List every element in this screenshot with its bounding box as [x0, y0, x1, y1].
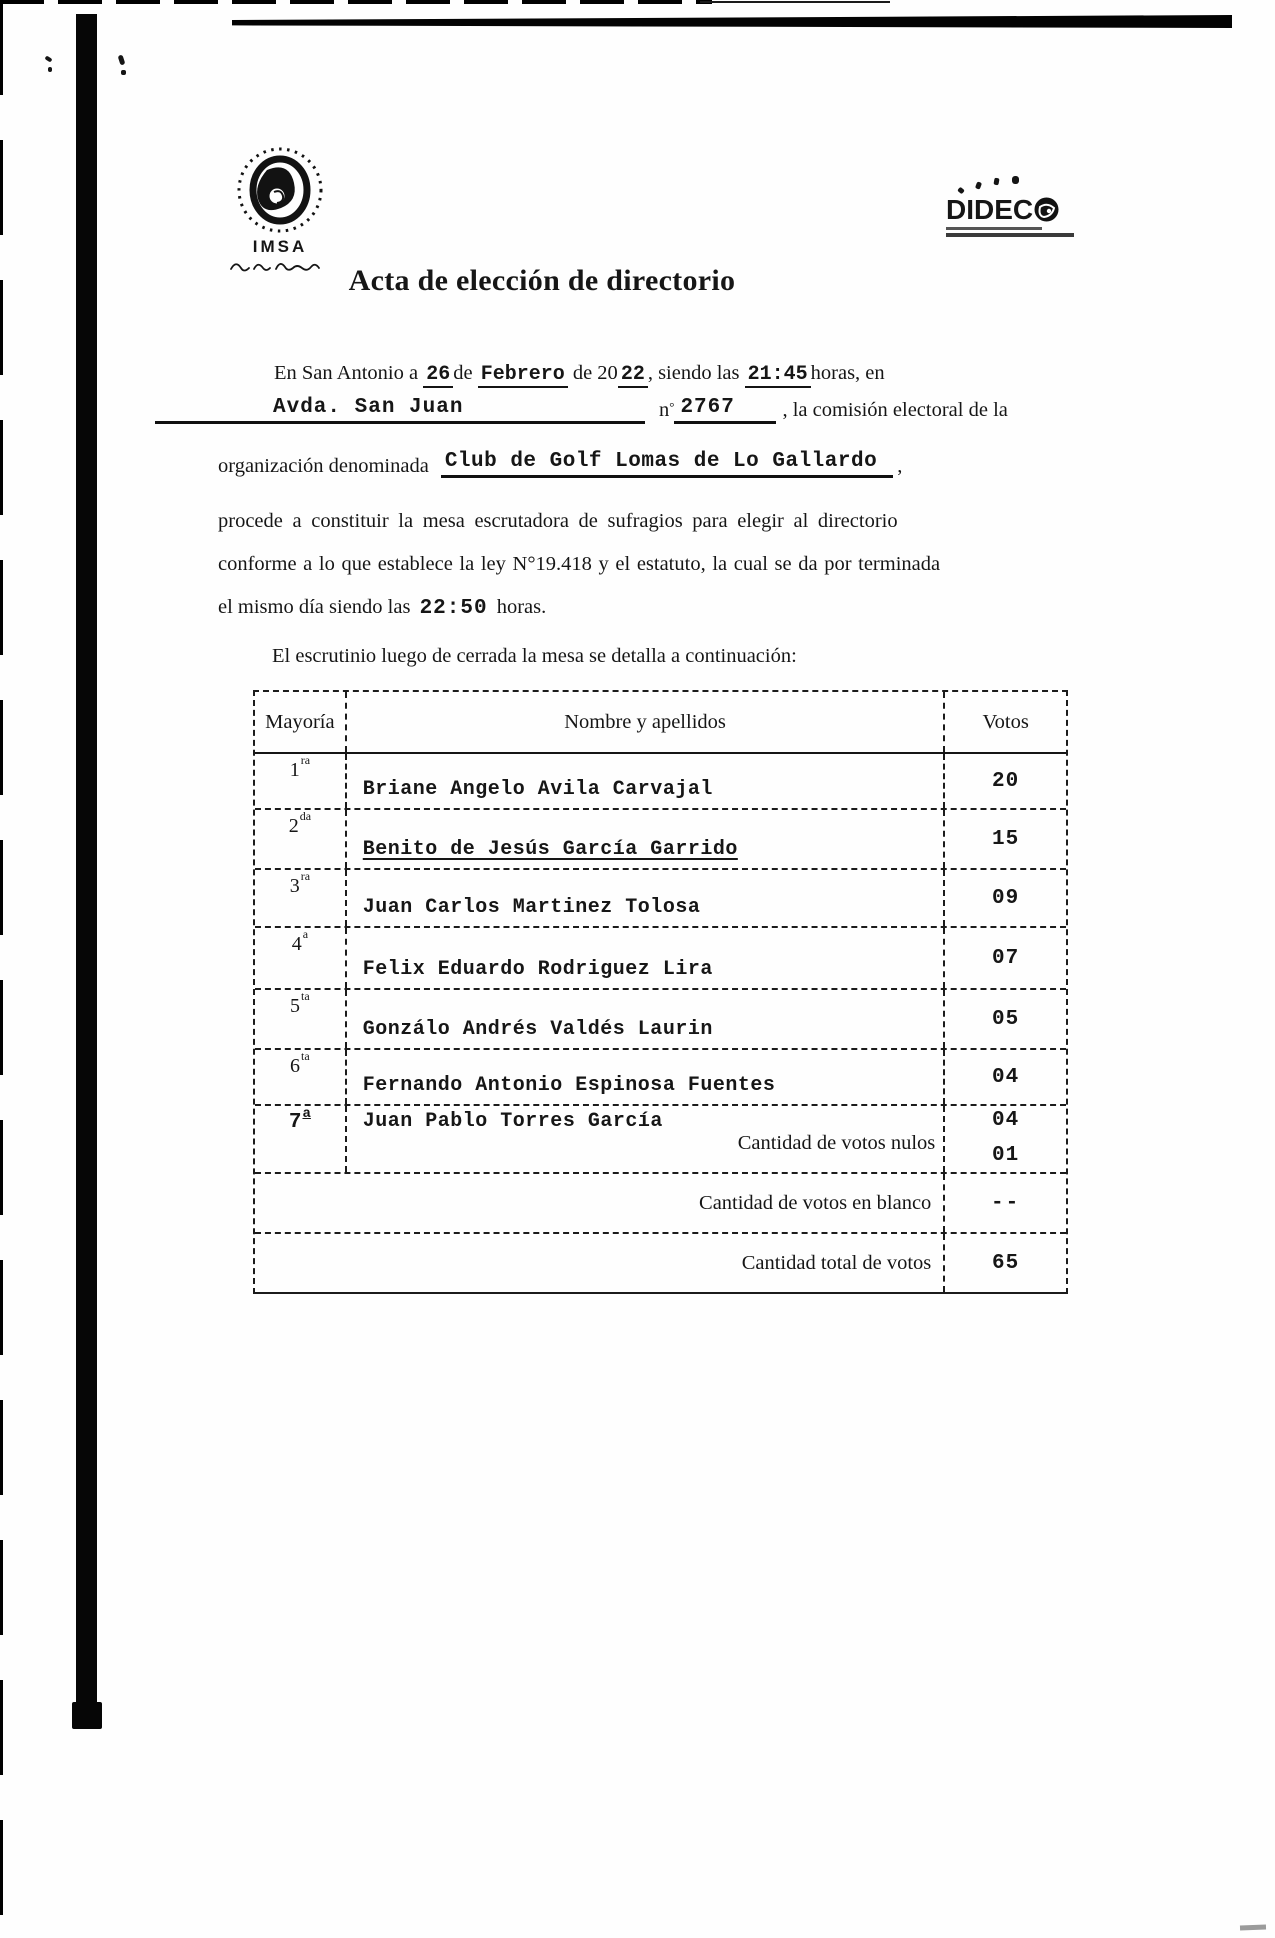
street-fill: Avda. San Juan	[155, 396, 645, 424]
number-label: n°	[659, 399, 675, 421]
scan-top-hairline	[0, 0, 712, 4]
scan-speck	[118, 54, 126, 65]
dideco-globe-o-icon	[1034, 197, 1059, 222]
scan-speck	[121, 70, 126, 75]
candidate-name-cell: Benito de Jesús García Garrido	[347, 810, 946, 868]
intro-text: de 20	[572, 362, 618, 384]
end-time-fill: 22:50	[419, 597, 488, 620]
intro-text: de	[453, 362, 473, 384]
intro-text: horas.	[496, 596, 547, 618]
organization-name-fill: Club de Golf Lomas de Lo Gallardo	[441, 450, 893, 478]
ordinal-cell: 7 a	[255, 1106, 347, 1172]
header-mayoria: Mayoría	[255, 692, 347, 752]
ordinal-cell: 3 ra	[255, 870, 347, 926]
table-header-row	[255, 692, 1066, 754]
intro-text: horas, en	[810, 362, 885, 384]
table-row	[255, 870, 1066, 928]
candidate-name-cell: Fernando Antonio Espinosa Fuentes	[347, 1050, 946, 1104]
scan-left-edge-line	[0, 0, 3, 1938]
intro-line-6	[218, 596, 546, 620]
total-label: Cantidad total de votos	[255, 1234, 945, 1292]
dideco-arc-mark	[975, 181, 982, 189]
imsa-emblem-icon	[234, 144, 326, 236]
scan-speck	[48, 67, 52, 72]
votes-cell: 07	[992, 946, 1020, 970]
blanco-label: Cantidad de votos en blanco	[255, 1174, 945, 1232]
row7-votes: 04	[992, 1109, 1020, 1132]
scan-top-hairline-segment	[700, 1, 890, 3]
scan-bottom-right-smudge	[1240, 1925, 1266, 1931]
votes-cell: 15	[992, 827, 1020, 851]
ordinal-cell: 2 da	[255, 810, 347, 868]
votes-cell: 20	[992, 769, 1020, 793]
candidate-name-cell: Juan Pablo Torres García Cantidad de votos nulos	[347, 1106, 946, 1172]
page-title: Acta de elección de directorio	[348, 264, 736, 297]
imsa-logo	[218, 144, 342, 274]
nulos-label: Cantidad de votos nulos	[737, 1132, 936, 1154]
dideco-arc-marks	[946, 174, 1106, 196]
header-nombre: Nombre y apellidos	[347, 692, 946, 752]
votes-cell	[945, 1106, 1066, 1172]
candidate-name-cell: Juan Carlos Martinez Tolosa	[347, 870, 946, 926]
table-row-with-nulos	[255, 1106, 1066, 1174]
date-year-fill: 22	[618, 363, 648, 388]
start-time-fill: 21:45	[745, 363, 811, 388]
imsa-logo-text: IMSA	[252, 237, 308, 256]
dideco-arc-mark	[957, 187, 965, 195]
dideco-subtext-line	[946, 233, 1074, 237]
dideco-logo-text: DIDEC	[946, 194, 1034, 225]
intro-line-2	[155, 396, 1008, 424]
intro-text: el mismo día siendo las	[218, 596, 411, 618]
intro-line-3	[218, 450, 902, 478]
candidate-name-cell: Felix Eduardo Rodriguez Lira	[347, 928, 946, 988]
dideco-subtext-line	[946, 227, 1042, 230]
blanco-row	[255, 1174, 1066, 1234]
votes-cell: 65	[992, 1251, 1020, 1275]
intro-text: En San Antonio a	[274, 362, 419, 384]
dideco-arc-mark	[993, 178, 999, 186]
intro-text: , la comisión electoral de la	[782, 399, 1008, 421]
scan-binding-bar	[76, 14, 97, 1714]
date-day-fill: 26	[423, 363, 453, 388]
intro-text: , siendo las	[647, 362, 740, 384]
table-row	[255, 928, 1066, 990]
dideco-subtext-smudge	[946, 227, 1106, 237]
intro-line-7: El escrutinio luego de cerrada la mesa se detalla a continuación:	[272, 645, 797, 667]
ordinal-cell: 5 ta	[255, 990, 347, 1048]
ordinal-cell: 6 ta	[255, 1050, 347, 1104]
candidate-name-cell: Briane Angelo Avila Carvajal	[347, 754, 946, 808]
dideco-arc-dot	[1012, 176, 1019, 184]
header-votos: Votos	[982, 710, 1029, 733]
intro-line-1	[274, 362, 885, 386]
intro-text: ,	[897, 455, 903, 477]
scan-top-black-bar	[232, 15, 1232, 28]
intro-line-4: procede a constituir la mesa escrutadora de sufragios para elegir al directorio	[218, 510, 898, 532]
election-results-table	[253, 690, 1068, 1294]
intro-text: organización denominada	[218, 455, 429, 477]
votes-cell: 05	[992, 1007, 1020, 1031]
scan-speck	[44, 55, 52, 62]
intro-line-5: conforme a lo que establece la ley N°19.418 y el estatuto, la cual se da por terminada	[218, 553, 941, 575]
ordinal-cell: 1 ra	[255, 754, 347, 808]
votes-cell: 09	[992, 886, 1020, 910]
scan-binding-bar-cap	[72, 1702, 102, 1729]
votes-cell: 04	[992, 1065, 1020, 1089]
date-month-fill: Febrero	[478, 363, 568, 388]
table-row	[255, 810, 1066, 870]
ordinal-cell: 4 a	[255, 928, 347, 988]
total-row	[255, 1234, 1066, 1292]
street-number-fill: 2767	[674, 396, 776, 424]
candidate-name-cell: Gonzálo Andrés Valdés Laurin	[347, 990, 946, 1048]
table-row	[255, 1050, 1066, 1106]
table-row	[255, 990, 1066, 1050]
table-row	[255, 754, 1066, 810]
votes-cell: --	[991, 1191, 1021, 1215]
nulos-votes: 01	[992, 1144, 1020, 1167]
dideco-logo	[946, 174, 1106, 237]
